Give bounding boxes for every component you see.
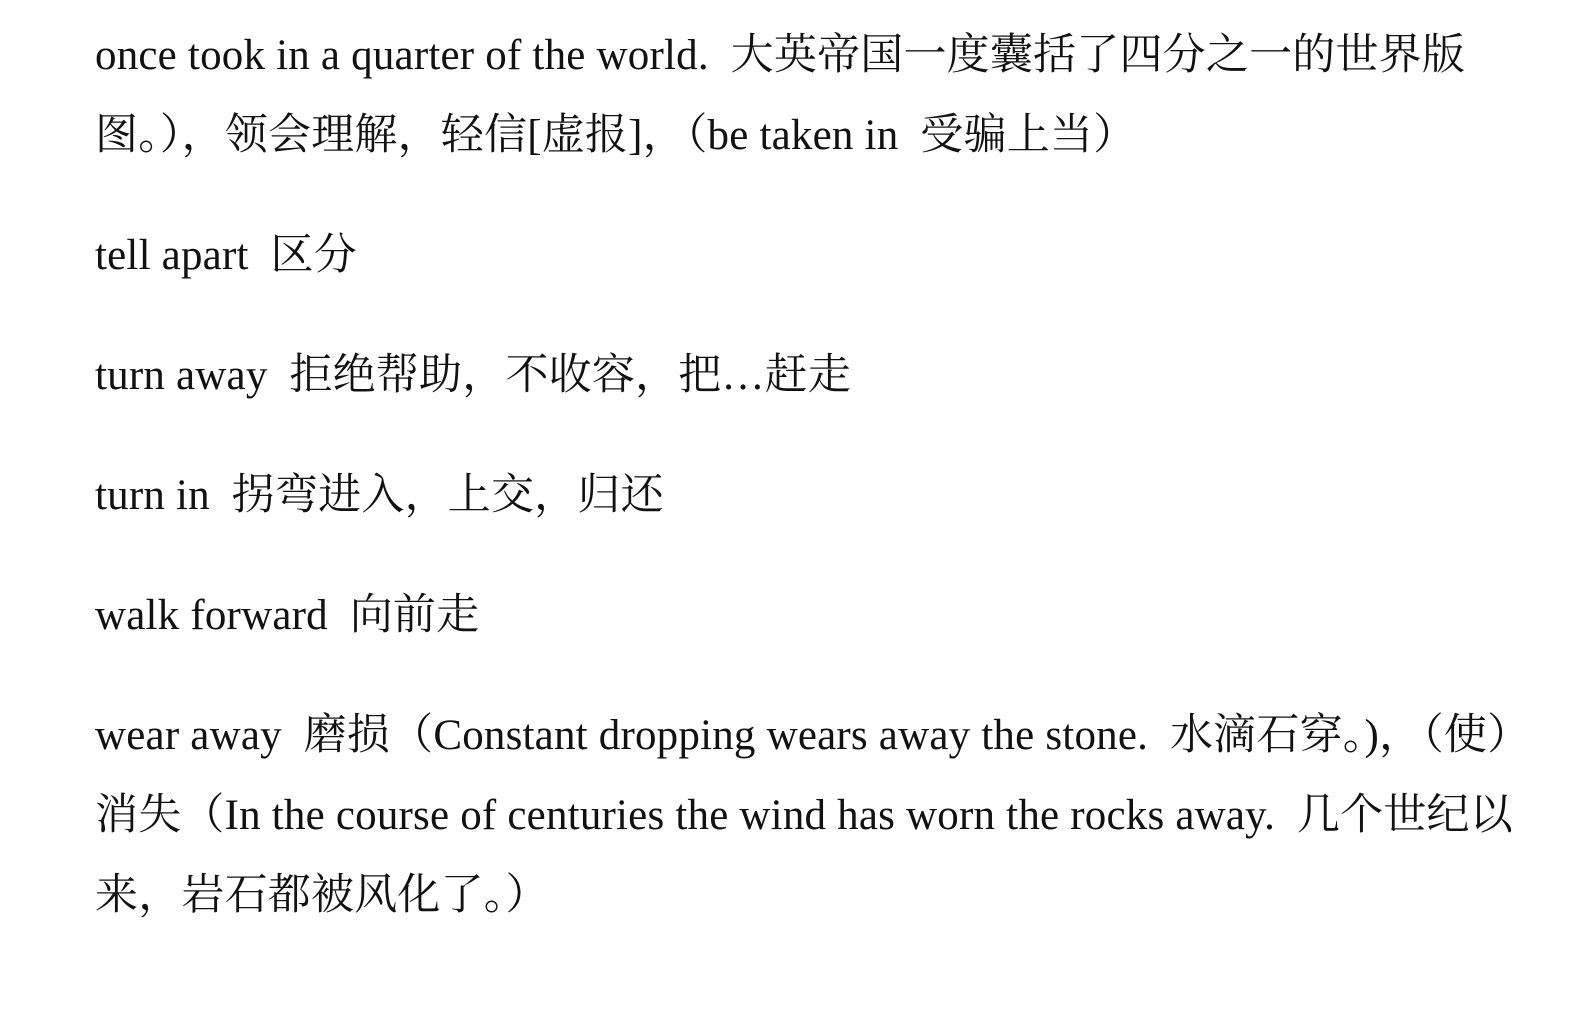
dictionary-entry <box>95 456 1547 536</box>
text-line: walk forward 向前走 <box>95 592 480 639</box>
text-line: 图。），领会理解，轻信[虚报]，（be taken in 受骗上当） <box>95 112 1137 159</box>
dictionary-entry <box>95 576 1547 656</box>
text-line: turn away 拒绝帮助，不收容，把…赶走 <box>95 352 852 399</box>
text-line: turn in 拐弯进入，上交，归还 <box>95 472 664 519</box>
text-line: tell apart 区分 <box>95 232 357 279</box>
entry-list <box>95 16 1547 936</box>
text-line: 来，岩石都被风化了。） <box>95 872 549 919</box>
dictionary-entry <box>95 696 1547 936</box>
dictionary-entry <box>95 216 1547 296</box>
dictionary-entry <box>95 336 1547 416</box>
dictionary-entry <box>95 16 1547 176</box>
text-line: 消失（In the course of centuries the wind has worn the rocks away. 几个世纪以 <box>95 792 1513 839</box>
text-line: wear away 磨损（Constant dropping wears away the stone. 水滴石穿。)，（使） <box>95 712 1531 759</box>
text-line: once took in a quarter of the world. 大英帝国一度囊括了四分之一的世界版 <box>95 32 1466 79</box>
